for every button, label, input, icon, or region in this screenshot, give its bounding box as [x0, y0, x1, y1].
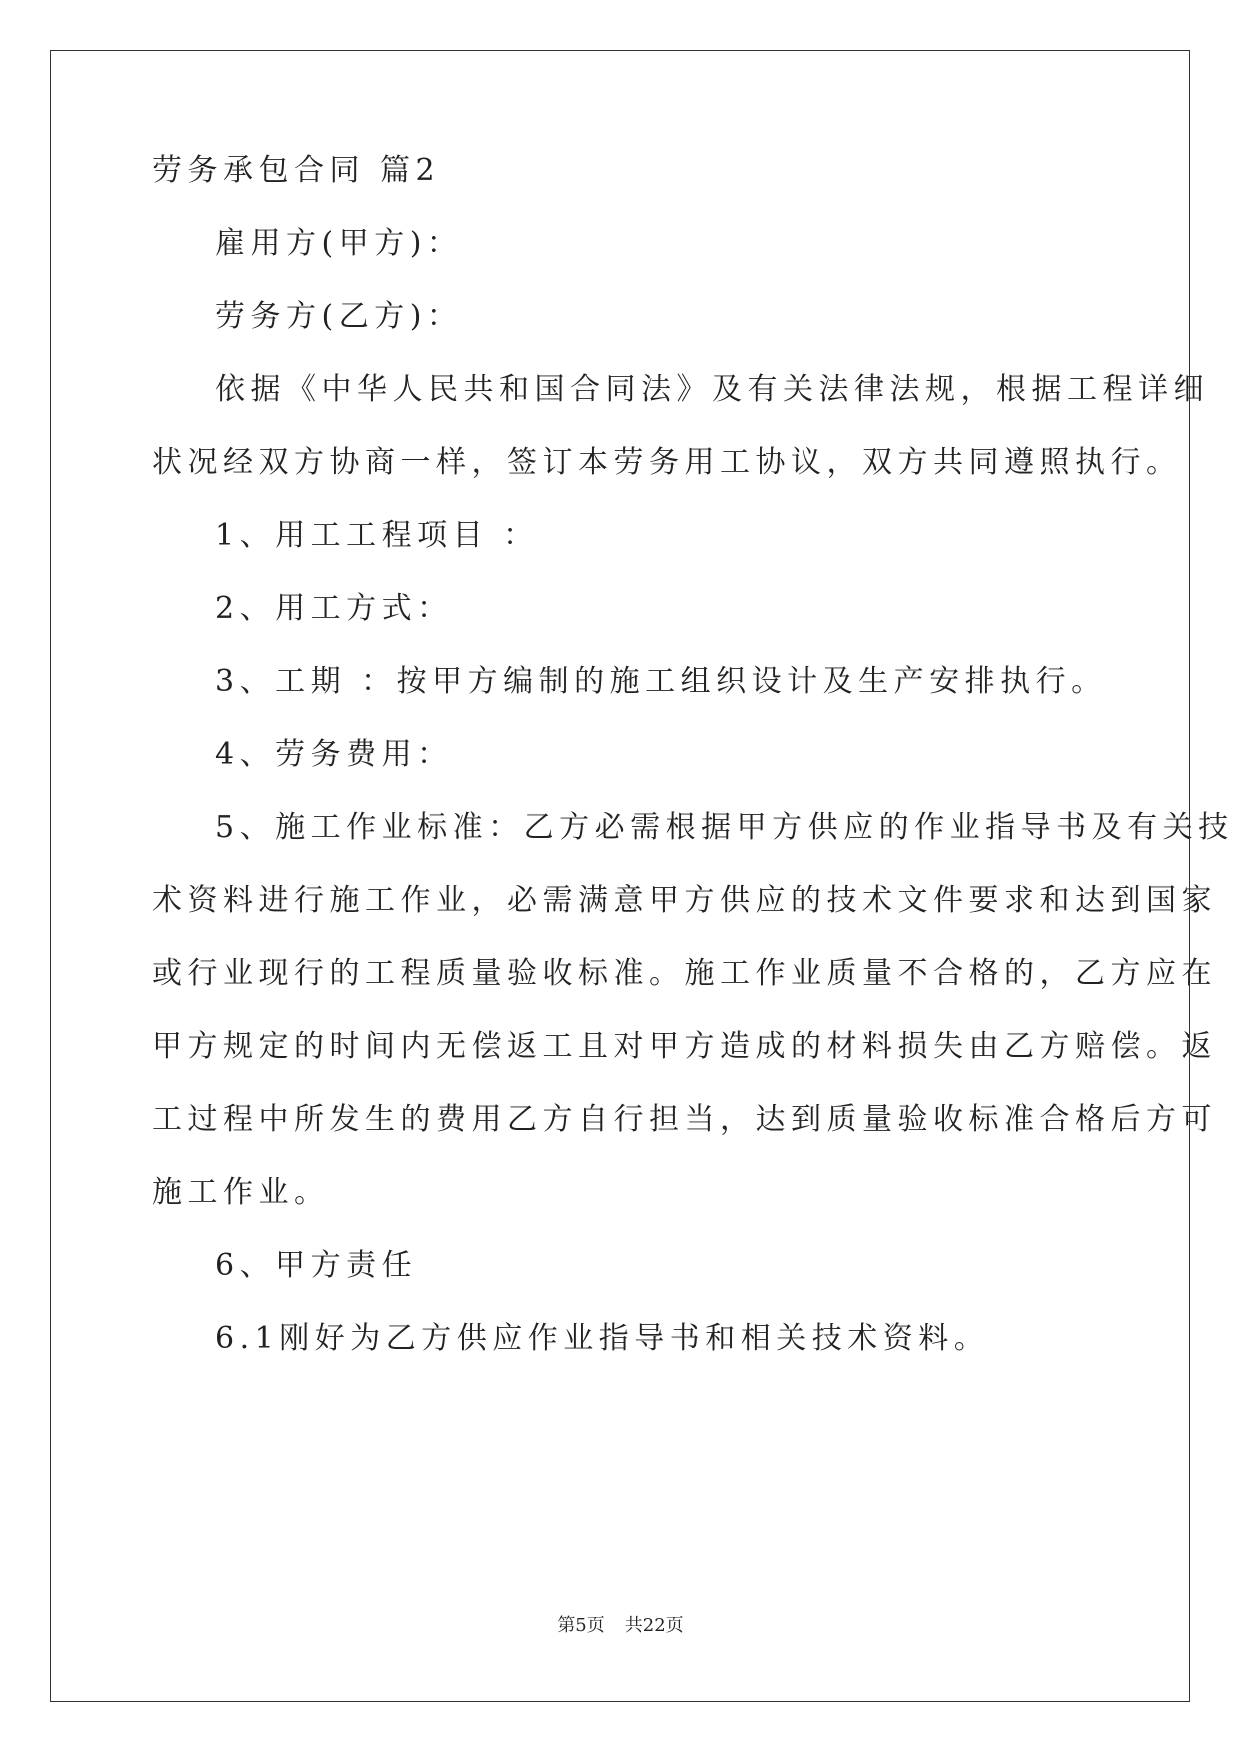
clause-3: 3、工期 ：按甲方编制的施工组织设计及生产安排执行。	[215, 664, 1107, 699]
clause-2: 2、用工方式：	[215, 591, 453, 626]
clause-5-line-1: 5、施工作业标准：乙方必需根据甲方供应的作业指导书及有关技	[215, 810, 1234, 845]
clause-5-line-3: 或行业现行的工程质量验收标准。施工作业质量不合格的，乙方应在	[152, 956, 1217, 991]
clause-5-line-6: 施工作业。	[152, 1175, 330, 1210]
page-footer	[0, 1614, 1241, 1638]
clause-5-line-5: 工过程中所发生的费用乙方自行担当，达到质量验收标准合格后方可	[152, 1102, 1217, 1137]
intro-line-1: 依据《中华人民共和国合同法》及有关法律法规，根据工程详细	[215, 372, 1209, 407]
clause-6: 6、甲方责任	[215, 1248, 418, 1283]
document-heading: 劳务承包合同 篇2	[152, 153, 441, 188]
clause-5-line-2: 术资料进行施工作业，必需满意甲方供应的技术文件要求和达到国家	[152, 883, 1217, 918]
intro-line-2: 状况经双方协商一样，签订本劳务用工协议，双方共同遵照执行。	[152, 445, 1182, 480]
page-number: 第5页	[557, 1615, 605, 1636]
laborer-line: 劳务方(乙方)：	[215, 299, 463, 334]
clause-6-1: 6.1刚好为乙方供应作业指导书和相关技术资料。	[215, 1321, 990, 1356]
clause-4: 4、劳务费用：	[215, 737, 453, 772]
clause-5-line-4: 甲方规定的时间内无偿返工且对甲方造成的材料损失由乙方赔偿。返	[152, 1029, 1217, 1064]
clause-1: 1、用工工程项目 ：	[215, 518, 539, 553]
employer-line: 雇用方(甲方)：	[215, 226, 463, 261]
total-pages: 共22页	[624, 1615, 684, 1636]
